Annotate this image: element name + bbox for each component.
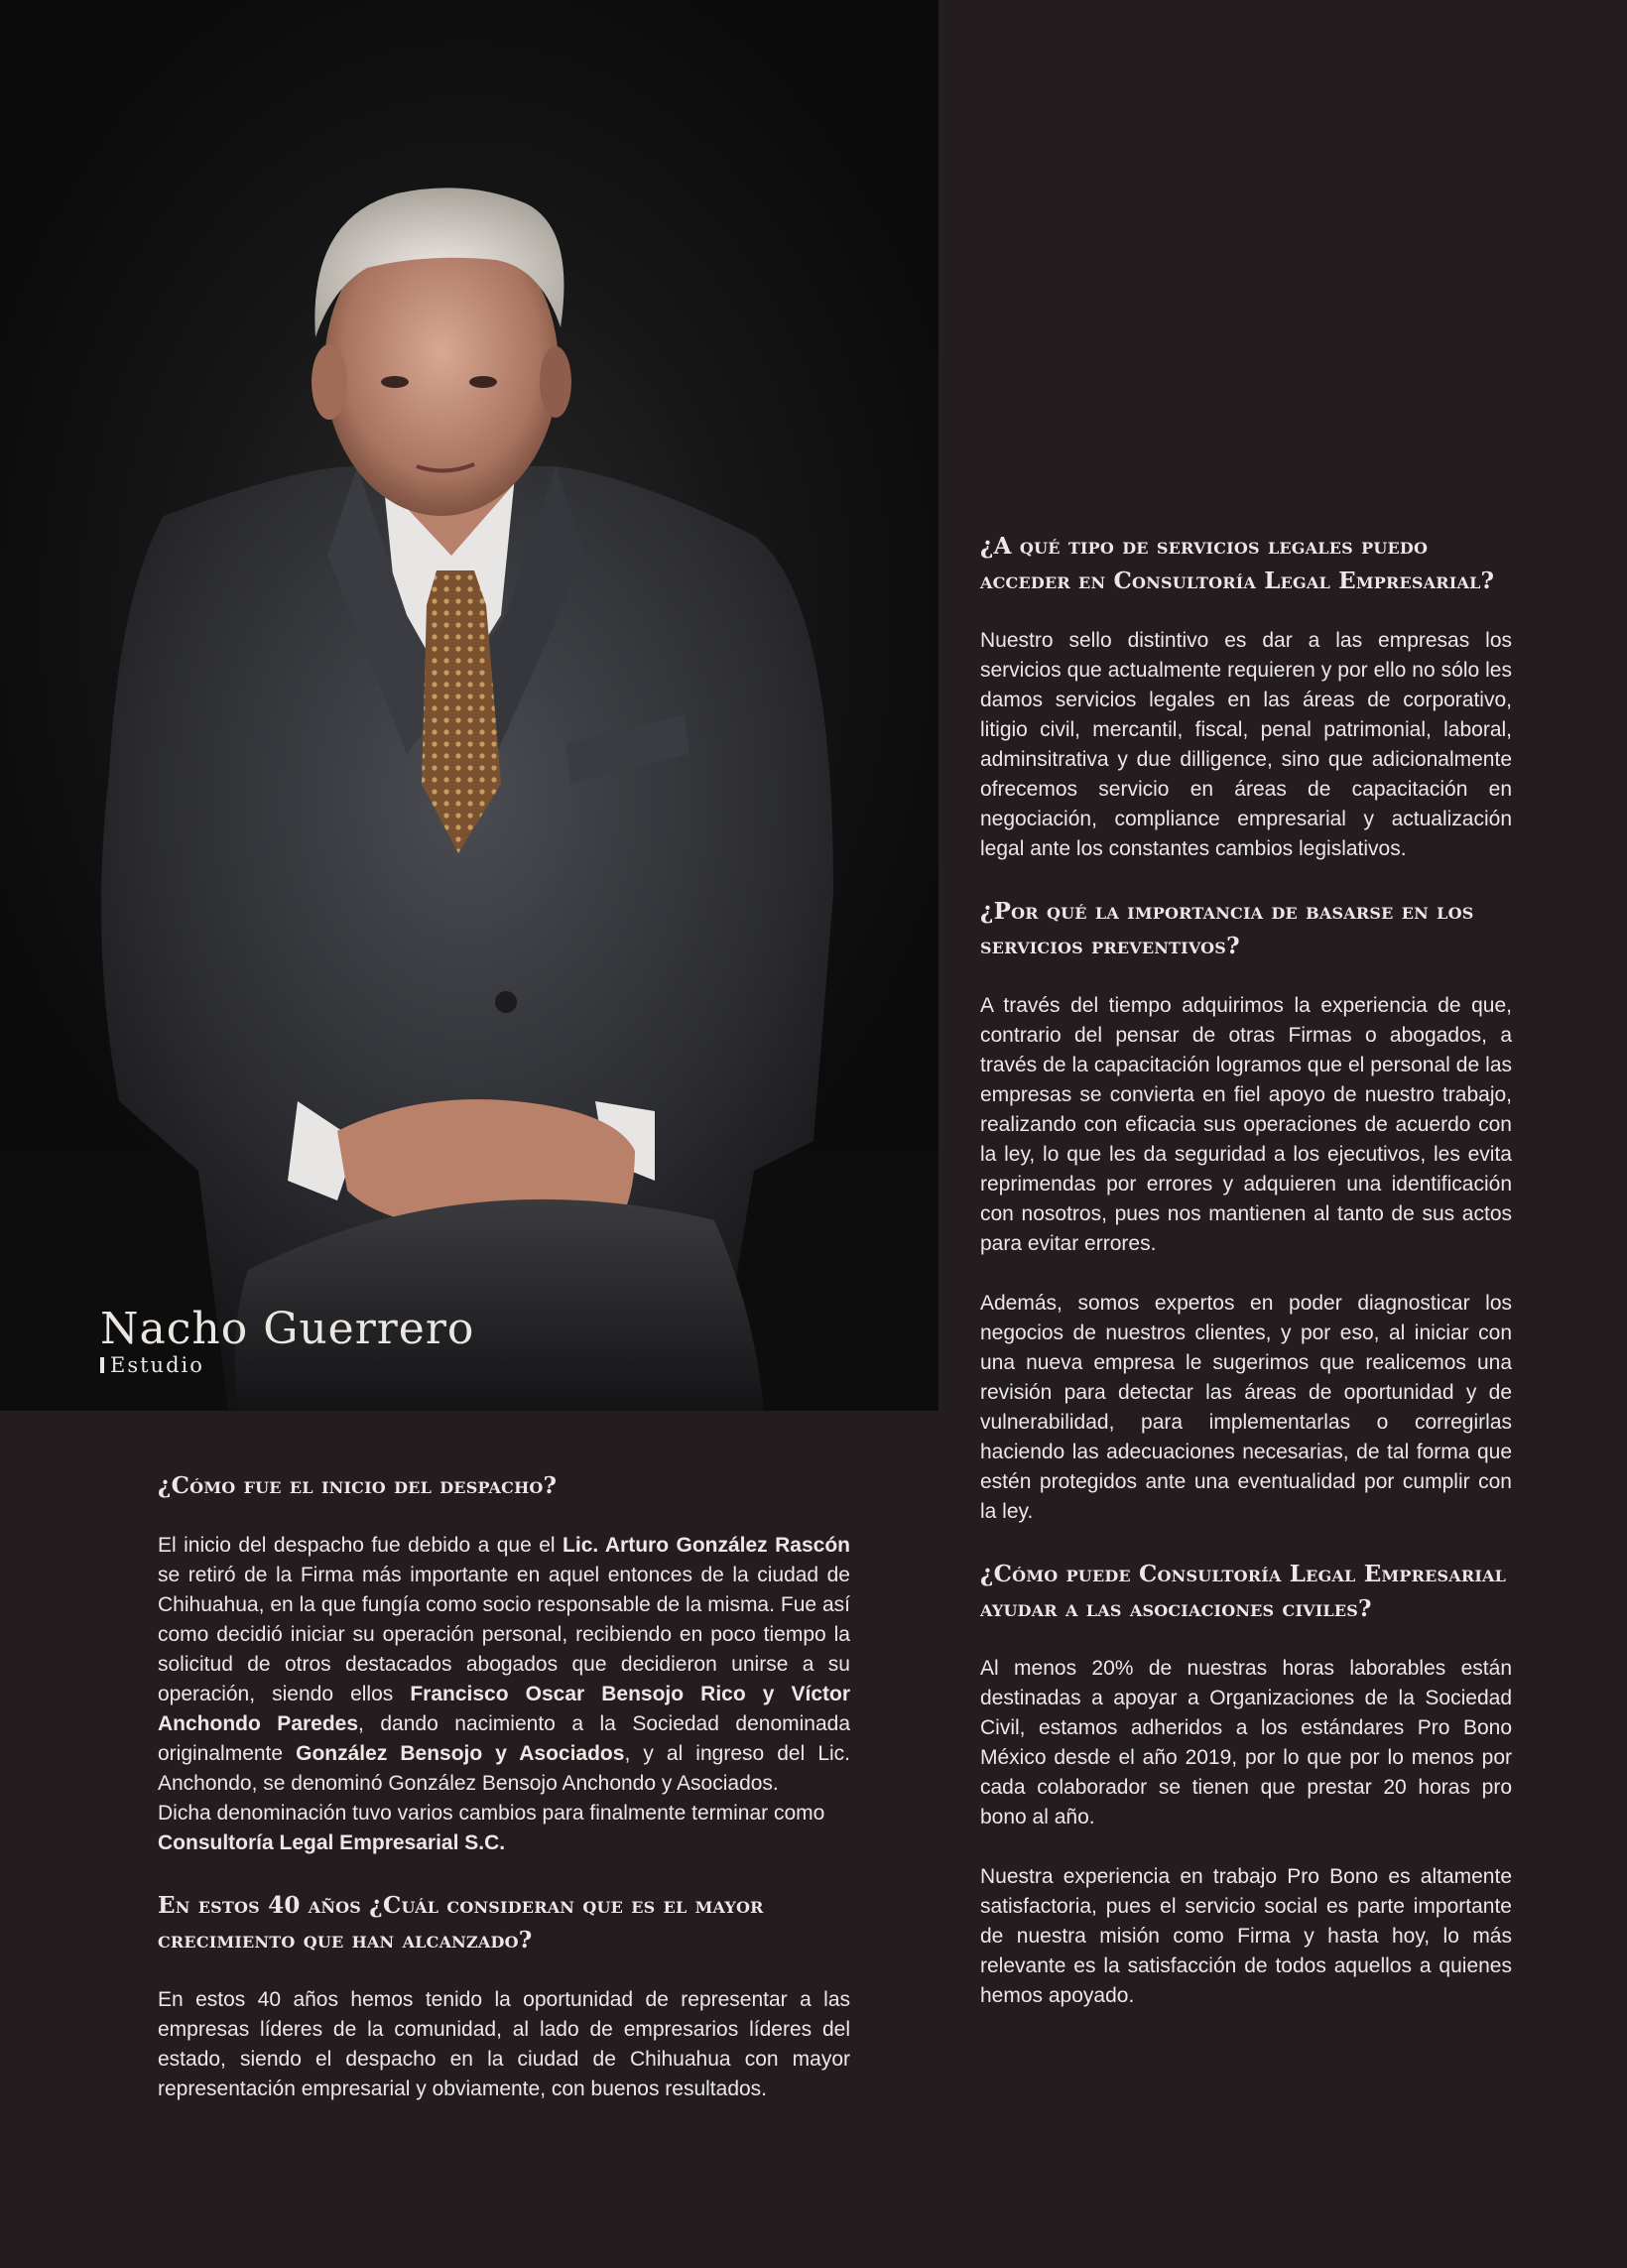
- answer-origin-final: [158, 1799, 850, 1858]
- original-firm-name: González Bensojo y Asociados: [296, 1742, 625, 1765]
- question-growth: En estos 40 años ¿Cuál consideran que es el mayor crecimiento que han alcanzado?: [158, 1892, 764, 1953]
- founder-name: Lic. Arturo González Rascón: [563, 1534, 850, 1557]
- answer-civil-associations: Al menos 20% de nuestras horas laborables están destinadas a apoyar a Organizaciones de la Sociedad Civil, estamos adheridos a los estándares Pro Bono México desde el año 2019, por lo que por lo menos por cada colaborador se tienen que prestar 20 horas pro bono al año.: [980, 1657, 1512, 1828]
- question-preventive: ¿Por qué la importancia de basarse en los servicios preventivos?: [980, 898, 1474, 959]
- photographer-watermark: [100, 1304, 475, 1377]
- answer-civil-associations-2: Nuestra experiencia en trabajo Pro Bono es altamente satisfactoria, pues el servicio social es parte importante de nuestra misión como Firma y hasta hoy, lo más relevante es la satisfacción de todos aquellos a quienes hemos apoyado.: [980, 1865, 1512, 2007]
- question-origin: ¿Cómo fue el inicio del despacho?: [158, 1472, 558, 1499]
- answer-origin: [158, 1531, 850, 1799]
- question-services: ¿A qué tipo de servicios legales puedo acceder en Consultoría Legal Empresarial?: [980, 533, 1495, 594]
- right-column: [980, 529, 1512, 2041]
- current-firm-name: Consultoría Legal Empresarial S.C.: [158, 1831, 506, 1854]
- portrait-illustration: [0, 0, 939, 1411]
- answer-preventive: A través del tiempo adquirimos la experiencia de que, contrario del pensar de otras Firmas o abogados, a través de la capacitación logramos que el personal de las empresas se convierta en fiel apoyo de nuestro trabajo, realizando con eficacia sus operaciones de acuerdo con la ley, lo que les da seguridad a los ejecutivos, les evita reprimendas por errores y adquieren una identificación con nosotros, pues nos mantienen al tanto de sus actos para evitar errores.: [980, 994, 1512, 1255]
- answer-origin-text-3: , dando nacimiento a la Sociedad denominada originalmente: [158, 1712, 851, 1765]
- answer-growth: En estos 40 años hemos tenido la oportunidad de representar a las empresas líderes de la comunidad, al lado de empresarios líderes del estado, siendo el despacho en la ciudad de Chihuahua con mayor representación empresarial y obviamente, con buenos resultados.: [158, 1988, 850, 2100]
- answer-origin-text-1: El inicio del despacho fue debido a que el: [158, 1534, 563, 1557]
- watermark-sub: Estudio: [100, 1353, 474, 1377]
- left-column: [158, 1468, 850, 2134]
- watermark-name: Nacho Guerrero: [100, 1304, 475, 1354]
- answer-preventive-2: Además, somos expertos en poder diagnosticar los negocios de nuestros clientes, y por eso, al iniciar con una nueva empresa le sugerimos que realicemos una revisión para detectar las áreas de oportunidad y de vulnerabilidad, para implementarlas o corregirlas haciendo las adecuaciones necesarias, de tal forma que estén protegidos ante una eventualidad por cumplir con la ley.: [980, 1292, 1512, 1523]
- answer-origin-text-5: Dicha denominación tuvo varios cambios para finalmente terminar como: [158, 1802, 825, 1825]
- partner-names: Francisco Oscar Bensojo Rico y Víctor Anchondo Paredes: [158, 1683, 850, 1735]
- answer-origin-text-2: se retiró de la Firma más importante en aquel entonces de la ciudad de Chihuahua, en la que fungía como socio responsable de la misma. Fue así como decidió iniciar su operación personal, recibiendo en poco tiempo la solicitud de otros destacados abogados que decidieron unirse a su operación, siendo ellos: [158, 1564, 850, 1705]
- answer-services: Nuestro sello distintivo es dar a las empresas los servicios que actualmente requieren y por ello no sólo les damos servicios legales en las áreas de corporativo, litigio civil, mercantil, fiscal, penal patrimonial, laboral, adminsitrativa y due dilligence, sino que adicionalmente ofrecemos servicio en áreas de capacitación en negociación, compliance empresarial y actualización legal ante los constantes cambios legislativos.: [980, 629, 1512, 860]
- answer-origin-text-4: , y al ingreso del Lic. Anchondo, se denominó González Bensojo Anchondo y Asociados.: [158, 1742, 851, 1795]
- question-civil-associations: ¿Cómo puede Consultoría Legal Empresarial ayudar a las asociaciones civiles?: [980, 1561, 1507, 1622]
- portrait-photo: [0, 0, 939, 1411]
